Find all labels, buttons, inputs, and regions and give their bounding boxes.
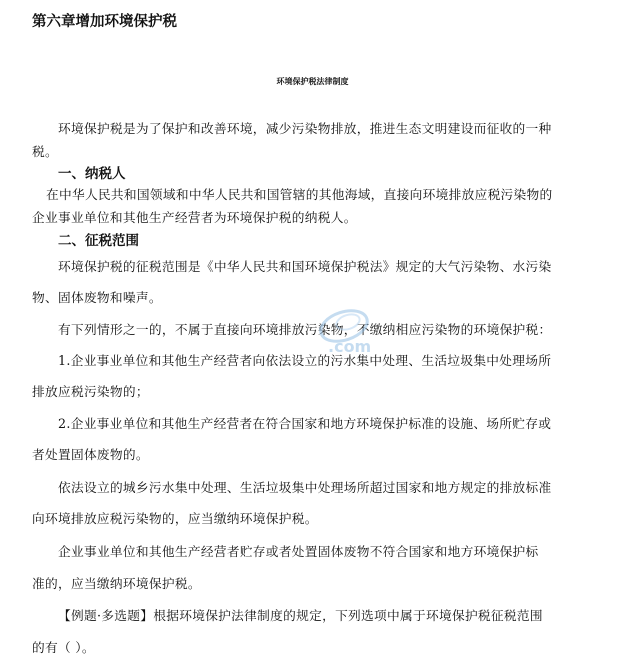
- scope-line-5: 排放应税污染物的；: [32, 384, 149, 399]
- watermark-logo: [310, 300, 390, 374]
- intro-line-1: 环境保护税是为了保护和改善环境，减少污染物排放，推进生态文明建设而征收的一种: [58, 121, 552, 136]
- scope-line-11: 准的，应当缴纳环境保护税。: [32, 576, 201, 591]
- intro-line-2: 税。: [32, 144, 58, 159]
- scope-line-10: 企业事业单位和其他生产经营者贮存或者处置固体废物不符合国家和地方环境保护标: [58, 544, 539, 559]
- heading-taxpayer: 一、纳税人: [58, 166, 126, 182]
- watermark-swirl-icon: [310, 300, 390, 370]
- chapter-heading: 第六章增加环境保护税: [32, 14, 177, 30]
- watermark-text: .com: [328, 337, 372, 356]
- section-title: 环境保护税法律制度: [276, 77, 349, 86]
- scope-line-9: 向环境排放应税污染物的，应当缴纳环境保护税。: [32, 511, 318, 526]
- scope-line-2: 物、固体废物和噪声。: [32, 290, 162, 305]
- scope-line-3: 有下列情形之一的，不属于直接向环境排放污染物，不缴纳相应污染物的环境保护税：: [58, 322, 552, 337]
- scope-line-4: 1.企业事业单位和其他生产经营者向依法设立的污水集中处理、生活垃圾集中处理场所: [58, 353, 552, 368]
- taxpayer-line-1: 在中华人民共和国领域和中华人民共和国管辖的其他海域，直接向环境排放应税污染物的: [46, 187, 553, 202]
- scope-line-7: 者处置固体废物的。: [32, 447, 149, 462]
- example-question-line-1: 【例题·多选题】根据环境保护法律制度的规定，下列选项中属于环境保护税征税范围: [58, 608, 543, 623]
- scope-line-8: 依法设立的城乡污水集中处理、生活垃圾集中处理场所超过国家和地方规定的排放标准: [58, 480, 552, 495]
- heading-scope: 二、征税范围: [58, 233, 139, 249]
- scope-line-6: 2.企业事业单位和其他生产经营者在符合国家和地方环境保护标准的设施、场所贮存或: [58, 416, 552, 431]
- example-question-line-2: 的有（ ）。: [32, 640, 95, 655]
- taxpayer-line-2: 企业事业单位和其他生产经营者为环境保护税的纳税人。: [32, 210, 357, 225]
- scope-line-1: 环境保护税的征税范围是《中华人民共和国环境保护税法》规定的大气污染物、水污染: [58, 259, 552, 274]
